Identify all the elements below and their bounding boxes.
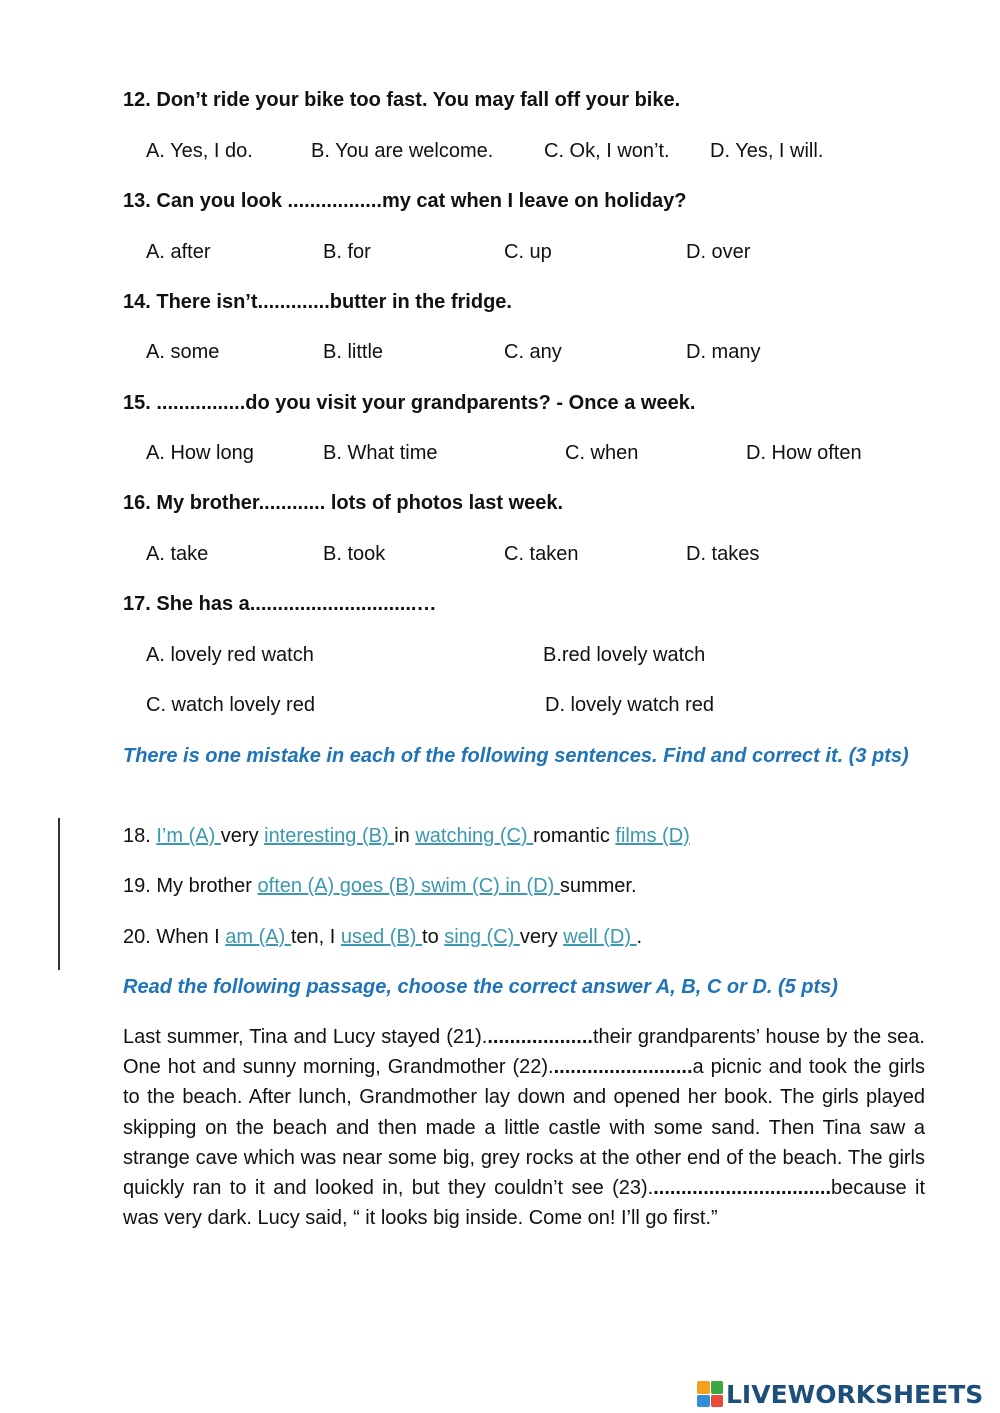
question-number: 12.	[123, 89, 151, 111]
question-number: 13.	[123, 190, 151, 212]
question-stem: My brother............ lots of photos last week.	[156, 492, 564, 514]
margin-bar	[58, 818, 60, 970]
error-sentence-18	[123, 824, 690, 848]
question-stem: Don’t ride your bike too fast. You may fall off your bike.	[156, 89, 681, 111]
passage-text: a picnic and took the girls to the beach. After lunch, Grandmother lay down and opened her book. The girls played skipping on the beach and then made a little castle with some sand. Then Tina saw a strange cave which was near some big, grey rocks at the other end of the beach. The girls quickly ran to it and looked in, but they couldn’t see (23).	[123, 1056, 926, 1200]
sentence-number: 19. My brother	[123, 875, 258, 897]
error-sentence-19	[123, 874, 637, 898]
question-stem: There isn’t.............butter in the fridge.	[156, 291, 512, 313]
sentence-text: romantic	[533, 825, 616, 847]
choice-d[interactable]: films (D)	[615, 825, 690, 847]
liveworksheets-logo	[697, 1378, 983, 1410]
option-a[interactable]: A. How long	[146, 442, 254, 464]
option-c[interactable]: C. up	[504, 241, 552, 263]
choice-a[interactable]: often (A)	[257, 875, 340, 897]
sentence-number: 18.	[123, 825, 157, 847]
choice-b[interactable]: interesting (B)	[264, 825, 395, 847]
option-a[interactable]: A. some	[146, 341, 220, 363]
blank-22[interactable]: .........................	[553, 1056, 693, 1079]
sentence-text: to	[422, 926, 445, 948]
option-d[interactable]: D. lovely watch red	[545, 694, 714, 716]
option-b[interactable]: B. took	[323, 543, 386, 565]
sentence-text: .	[636, 926, 643, 948]
question-number: 15.	[123, 392, 151, 414]
option-d[interactable]: D. many	[686, 341, 761, 363]
option-c[interactable]: C. watch lovely red	[146, 694, 315, 716]
option-b[interactable]: B. for	[323, 241, 371, 263]
sentence-text: very	[220, 825, 265, 847]
option-d[interactable]: D. Yes, I will.	[710, 140, 824, 162]
passage-text: their grandparents’ house by the sea. One hot and sunny morning, Grandmother (22).	[123, 1026, 925, 1079]
choice-c[interactable]: swim (C)	[420, 875, 506, 897]
question-15	[123, 391, 695, 415]
question-16	[123, 491, 563, 515]
sentence-text: ten, I	[290, 926, 341, 948]
choice-c[interactable]: sing (C)	[444, 926, 520, 948]
choice-b[interactable]: goes (B)	[339, 875, 421, 897]
blank-21[interactable]: ...................	[487, 1026, 593, 1048]
sentence-text: in	[394, 825, 416, 847]
question-stem: Can you look .................my cat when I leave on holiday?	[156, 190, 687, 212]
option-b[interactable]: B. What time	[323, 442, 438, 464]
option-a[interactable]: A. take	[146, 543, 209, 565]
choice-d[interactable]: in (D)	[505, 875, 560, 897]
question-number: 16.	[123, 492, 151, 514]
option-d[interactable]: D. How often	[746, 442, 862, 464]
liveworksheets-logo-icon	[697, 1381, 723, 1407]
option-c[interactable]: C. when	[565, 442, 639, 464]
option-b[interactable]: B. little	[323, 341, 384, 363]
option-c[interactable]: C. taken	[504, 543, 579, 565]
choice-a[interactable]: am (A)	[225, 926, 291, 948]
question-stem: ................do you visit your grandparents? - Once a week.	[156, 392, 696, 414]
question-number: 14.	[123, 291, 151, 313]
option-a[interactable]: A. lovely red watch	[146, 644, 314, 666]
instruction-read-passage: Read the following passage, choose the correct answer A, B, C or D. (5 pts)	[123, 976, 838, 998]
option-d[interactable]: D. takes	[686, 543, 760, 565]
sentence-text: summer.	[559, 875, 637, 897]
error-sentence-20	[123, 925, 642, 949]
passage-text: because it was very dark. Lucy said, “ it looks big inside. Come on! I’ll go first.”	[123, 1177, 926, 1230]
sentence-text: very	[519, 926, 564, 948]
option-d[interactable]: D. over	[686, 241, 751, 263]
question-stem: She has a..............................…	[156, 593, 437, 615]
choice-d[interactable]: well (D)	[563, 926, 637, 948]
choice-a[interactable]: I’m (A)	[156, 825, 221, 847]
sentence-number: 20. When I	[123, 926, 226, 948]
instruction-find-mistakes: There is one mistake in each of the following sentences. Find and correct it. (3 pts)	[123, 745, 909, 767]
question-17	[123, 592, 436, 616]
option-b[interactable]: B. You are welcome.	[311, 140, 494, 162]
question-number: 17.	[123, 593, 151, 615]
choice-b[interactable]: used (B)	[340, 926, 423, 948]
question-13	[123, 189, 687, 213]
option-a[interactable]: A. Yes, I do.	[146, 140, 253, 162]
choice-c[interactable]: watching (C)	[415, 825, 534, 847]
option-c[interactable]: C. any	[504, 341, 562, 363]
option-c[interactable]: C. Ok, I won’t.	[544, 140, 670, 162]
passage-text: Last summer, Tina and Lucy stayed (21).	[123, 1026, 488, 1048]
question-12	[123, 88, 680, 112]
option-a[interactable]: A. after	[146, 241, 211, 263]
question-14	[123, 290, 512, 314]
option-b[interactable]: B.red lovely watch	[543, 644, 706, 666]
reading-passage	[123, 1022, 925, 1233]
blank-23[interactable]: ................................	[653, 1177, 832, 1200]
logo-text: LIVEWORKSHEETS	[726, 1379, 984, 1409]
